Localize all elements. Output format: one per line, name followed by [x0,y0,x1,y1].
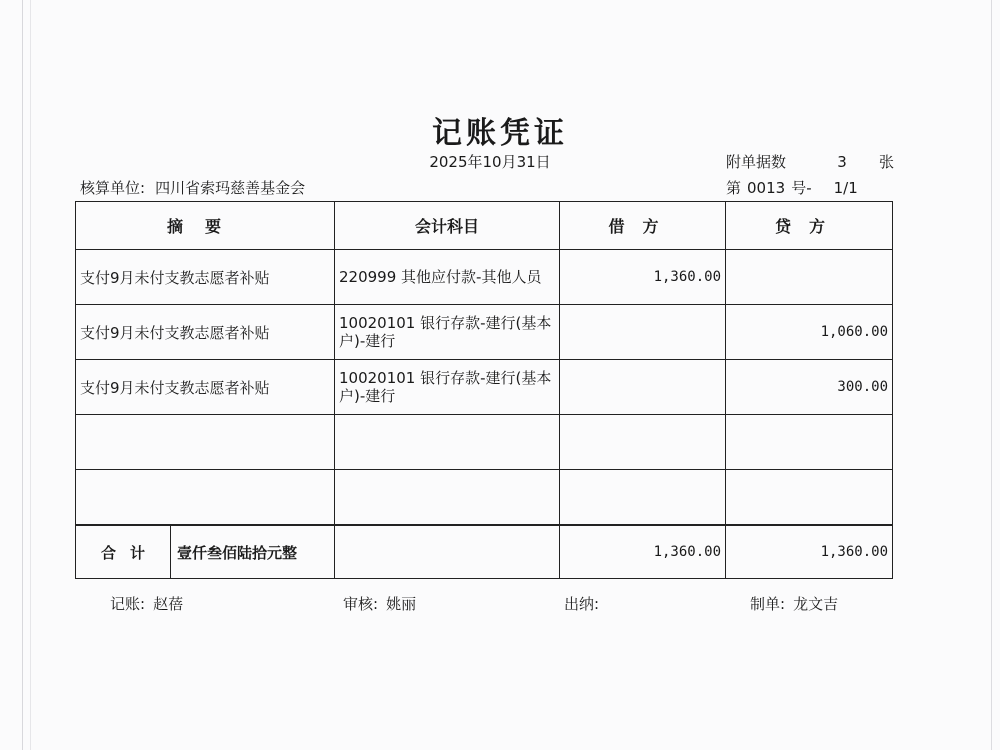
bookkeeper-signoff [110,593,183,614]
header-subject: 会计科目 [335,202,560,250]
voucher-date: 2025年10月31日 [429,153,551,171]
voucher-title: 记账凭证 [432,116,568,151]
voucher-number-value: 0013 [747,179,786,197]
table-row [76,415,893,470]
table-header-row [76,202,893,250]
voucher-number-suffix: 号- [791,179,812,197]
subject-cell [335,415,560,470]
table-row [76,305,893,360]
preparer-signoff [750,593,838,614]
reviewer-label: 审核: [343,595,379,613]
total-blank-cell [335,525,560,579]
attachment-unit: 张 [878,153,894,171]
accounting-unit [80,177,305,198]
subject-cell: 10020101 银行存款-建行(基本户)-建行 [335,360,560,415]
summary-cell: 支付9月未付支教志愿者补贴 [76,250,335,305]
preparer-name: 龙文吉 [793,595,839,613]
attachment-count [726,151,894,172]
total-label-cell [76,525,335,579]
summary-cell: 支付9月未付支教志愿者补贴 [76,360,335,415]
credit-cell [726,415,893,470]
voucher-number [726,177,858,198]
total-row [76,525,893,579]
debit-cell [560,360,726,415]
attachment-label: 附单据数 [726,153,787,171]
bookkeeper-name: 赵蓓 [153,595,184,613]
debit-cell [560,305,726,360]
accounting-unit-name: 四川省索玛慈善基金会 [155,179,306,197]
voucher-number-prefix: 第 [726,179,742,197]
credit-cell: 300.00 [726,360,893,415]
attachment-number: 3 [837,153,847,171]
total-credit: 1,360.00 [726,525,893,579]
header-summary: 摘要 [76,202,335,250]
subject-cell [335,470,560,526]
total-amount-words: 壹仟叁佰陆拾元整 [177,543,298,562]
debit-cell: 1,360.00 [560,250,726,305]
summary-cell: 支付9月未付支教志愿者补贴 [76,305,335,360]
credit-cell [726,250,893,305]
voucher-page-number: 1/1 [833,179,858,197]
debit-cell [560,470,726,526]
table-row [76,250,893,305]
header-debit: 借方 [560,202,726,250]
header-credit: 贷方 [726,202,893,250]
bookkeeper-label: 记账: [110,595,146,613]
subject-cell: 220999 其他应付款-其他人员 [335,250,560,305]
accounting-unit-label: 核算单位: [80,179,146,197]
cashier-label: 出纳: [564,595,600,613]
table-row [76,360,893,415]
table-row [76,470,893,526]
credit-cell: 1,060.00 [726,305,893,360]
cashier-signoff [564,593,607,614]
preparer-label: 制单: [750,595,786,613]
total-label: 合计 [100,543,159,562]
credit-cell [726,470,893,526]
reviewer-signoff [343,593,416,614]
voucher-table [75,201,893,579]
reviewer-name: 姚丽 [386,595,417,613]
summary-cell [76,415,335,470]
total-debit: 1,360.00 [560,525,726,579]
debit-cell [560,415,726,470]
summary-cell [76,470,335,526]
subject-cell: 10020101 银行存款-建行(基本户)-建行 [335,305,560,360]
